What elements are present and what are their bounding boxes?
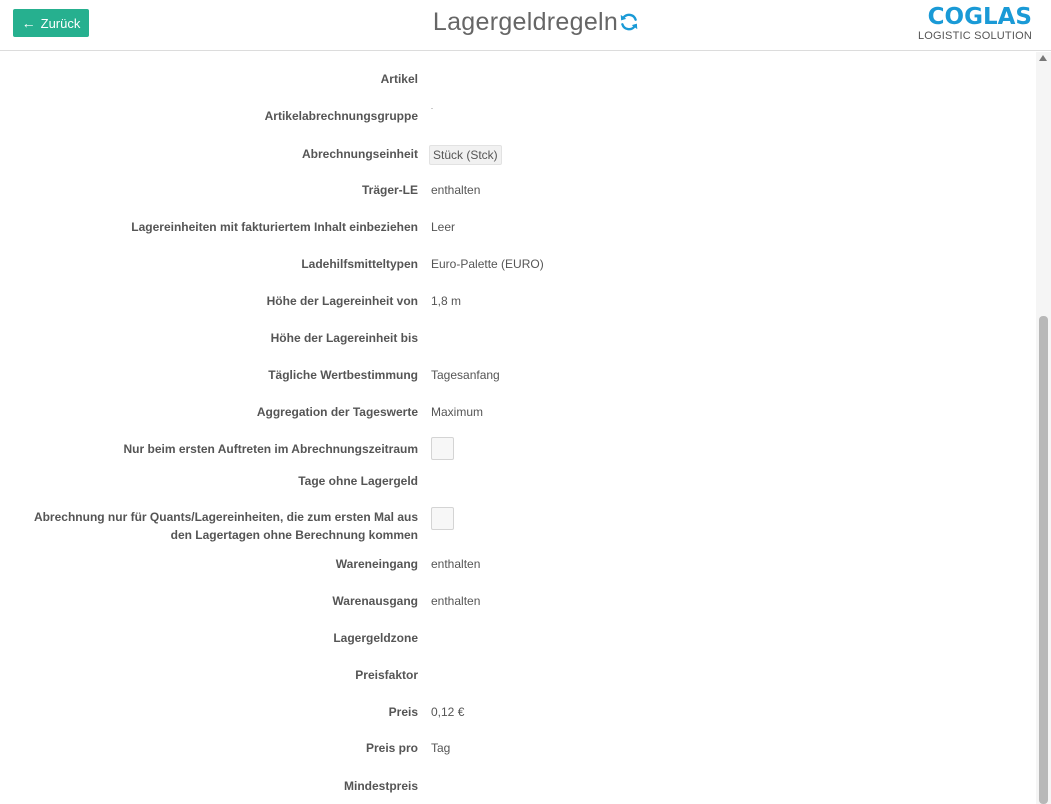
field-label: Lagereinheiten mit fakturiertem Inhalt einbeziehen — [131, 220, 418, 234]
logo-wordmark: COGLAS — [927, 4, 1032, 30]
field-value: 1,8 m — [431, 294, 462, 308]
field-label: Ladehilfsmitteltypen — [301, 257, 418, 271]
title-container — [0, 8, 1051, 37]
field-label: Wareneingang — [335, 557, 418, 571]
app-header — [0, 0, 1051, 51]
field-label: Artikelabrechnungsgruppe — [264, 109, 418, 123]
scrollbar-thumb[interactable] — [1039, 316, 1048, 804]
field-label: Preis — [388, 705, 418, 719]
field-label: Warenausgang — [332, 594, 418, 608]
field-label: Träger-LE — [361, 183, 418, 197]
field-value: enthalten — [431, 594, 481, 608]
field-label: Tage ohne Lagergeld — [298, 474, 418, 488]
erstes-auftreten-checkbox[interactable] — [431, 437, 454, 460]
field-label: Mindestpreis — [343, 779, 418, 793]
field-value: enthalten — [431, 557, 481, 571]
field-label: Preisfaktor — [355, 668, 418, 682]
field-label: Abrechnung nur für Quants/Lagereinheiten, die zum ersten Mal aus den Lagertagen ohne Berechnung kommen — [33, 510, 418, 542]
field-label: Aggregation der Tageswerte — [256, 405, 418, 419]
field-label: Höhe der Lagereinheit bis — [270, 331, 418, 345]
vertical-scrollbar[interactable] — [1036, 52, 1051, 804]
page-title: Lagergeldregeln — [432, 8, 619, 36]
scroll-up-arrow-icon[interactable] — [1039, 55, 1047, 61]
abrechnung-quants-checkbox[interactable] — [431, 507, 454, 530]
field-value: 0,12 € — [431, 705, 465, 719]
company-logo — [912, 4, 1032, 42]
field-label: Tägliche Wertbestimmung — [268, 368, 418, 382]
field-value: Tagesanfang — [431, 368, 500, 382]
arrow-left-icon: ← — [21, 15, 36, 31]
field-label: Höhe der Lagereinheit von — [266, 294, 418, 308]
field-label: Nur beim ersten Auftreten im Abrechnungszeitraum — [123, 442, 418, 456]
field-label: Preis pro — [365, 741, 418, 755]
field-value: enthalten — [431, 183, 481, 197]
refresh-icon[interactable] — [618, 11, 640, 33]
field-label: Artikel — [380, 72, 418, 86]
back-button-label: Zurück — [40, 15, 81, 31]
logo-tagline: LOGISTIC SOLUTION — [917, 30, 1032, 42]
field-value: Leer — [431, 220, 456, 234]
field-label: Abrechnungseinheit — [301, 147, 418, 161]
field-value: Tag — [431, 741, 451, 755]
empty-value-marker — [431, 108, 433, 109]
rule-detail-form — [0, 52, 1036, 804]
field-value: Euro-Palette (EURO) — [431, 257, 544, 271]
unit-chip: Stück (Stck) — [429, 145, 502, 165]
field-value: Maximum — [431, 405, 484, 419]
field-label: Lagergeldzone — [333, 631, 418, 645]
